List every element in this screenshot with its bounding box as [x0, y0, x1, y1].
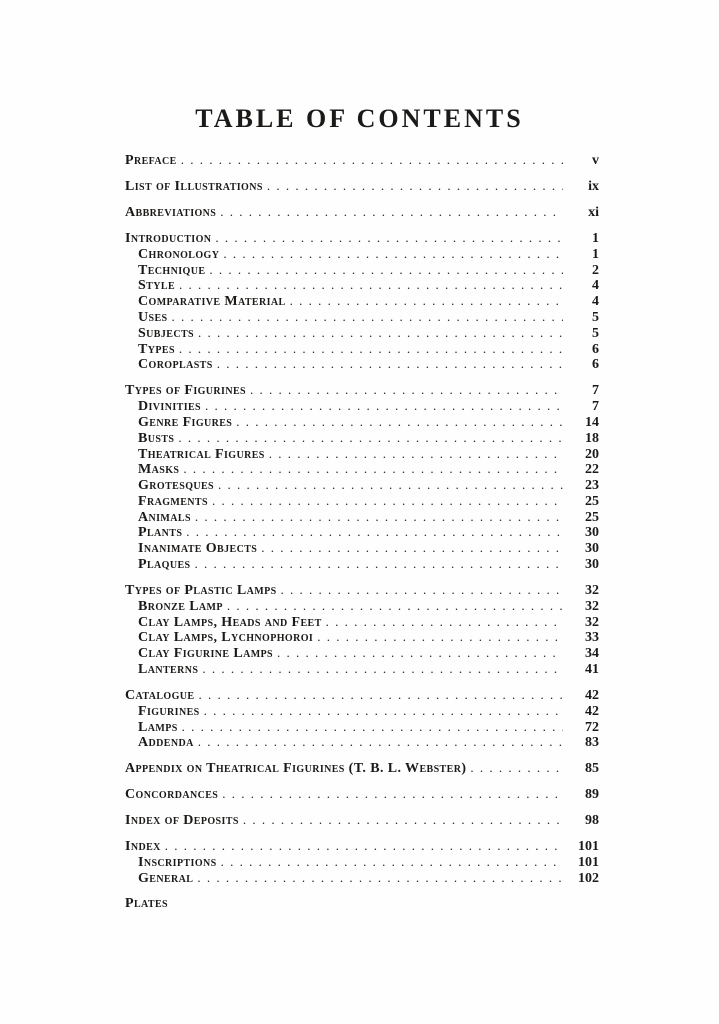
dot-leader — [269, 446, 563, 463]
toc-row — [125, 414, 599, 430]
toc-row — [125, 325, 599, 341]
toc-entry-page: 18 — [585, 430, 599, 446]
toc-entry-label: Abbreviations — [125, 204, 217, 220]
toc-entry-page: xi — [588, 204, 599, 220]
toc-entry-label: Index — [125, 839, 161, 855]
toc-entry-label: Figurines — [138, 703, 200, 719]
toc-entry-page: 25 — [585, 493, 599, 509]
toc-entry-label: General — [138, 870, 194, 886]
toc-entry-page: 102 — [578, 870, 599, 886]
toc-row — [125, 734, 599, 750]
dot-leader — [195, 509, 563, 526]
dot-leader — [218, 477, 563, 494]
toc-row — [125, 262, 599, 278]
toc-row — [125, 629, 599, 645]
toc-entry-page: 41 — [585, 662, 599, 678]
dot-leader — [317, 629, 563, 646]
toc-entry-label: Subjects — [138, 325, 195, 341]
toc-entry-page: 22 — [585, 462, 599, 478]
toc-row — [125, 645, 599, 661]
toc-row — [125, 356, 599, 372]
toc-row — [125, 556, 599, 572]
toc-entry-label: Animals — [138, 509, 191, 525]
dot-leader — [326, 614, 563, 631]
dot-leader — [209, 262, 563, 279]
dot-leader — [165, 838, 563, 855]
dot-leader — [186, 524, 563, 541]
toc-row — [125, 446, 599, 462]
toc-row — [125, 493, 599, 509]
toc-entry-page: 32 — [585, 598, 599, 614]
dot-leader — [222, 786, 563, 803]
toc-entry-page: 32 — [585, 614, 599, 630]
toc-entry-label: Addenda — [138, 735, 194, 751]
page-title: TABLE OF CONTENTS — [195, 104, 524, 133]
toc-entry-label: Introduction — [125, 230, 212, 246]
dot-leader — [198, 325, 563, 342]
toc-row — [125, 812, 599, 828]
toc-row — [125, 246, 599, 262]
toc-entry-label: Lamps — [138, 719, 178, 735]
toc-entry-label: Inanimate Objects — [138, 541, 258, 557]
toc-entry-page: 72 — [585, 719, 599, 735]
dot-leader — [181, 152, 563, 169]
toc-row — [125, 786, 599, 802]
toc-entry-page: 30 — [585, 541, 599, 557]
toc-entry-page: 20 — [585, 446, 599, 462]
toc-entry-page: 5 — [592, 309, 599, 325]
toc-row — [125, 178, 599, 194]
dot-leader — [223, 246, 563, 263]
toc-entry-label: Concordances — [125, 787, 219, 803]
dot-leader — [197, 870, 563, 887]
toc-entry-label: Clay Lamps, Lychnophoroi — [138, 630, 314, 646]
toc-entry-label: Plants — [138, 525, 183, 541]
dot-leader — [290, 293, 563, 310]
toc-entry-label: Clay Figurine Lamps — [138, 646, 274, 662]
dot-leader — [243, 812, 563, 829]
dot-leader — [172, 309, 563, 326]
dot-leader — [204, 703, 563, 720]
toc-entry-label: Index of Deposits — [125, 813, 239, 829]
toc-entry-label: Divinities — [138, 399, 202, 415]
toc-entry-label: Technique — [138, 262, 206, 278]
dot-leader — [236, 414, 563, 431]
dot-leader — [212, 493, 563, 510]
toc-entry-page: 6 — [592, 357, 599, 373]
toc-row — [125, 341, 599, 357]
toc-row — [125, 509, 599, 525]
toc-row — [125, 540, 599, 556]
toc-row — [125, 838, 599, 854]
toc-row — [125, 230, 599, 246]
toc-entry-label: Appendix on Theatrical Figurines (T. B. L. Webster) — [125, 761, 467, 777]
toc-entry-page: 4 — [592, 278, 599, 294]
toc-entry-page: 101 — [578, 855, 599, 871]
toc-entry-page: 25 — [585, 509, 599, 525]
toc-entry-label: List of Illustrations — [125, 178, 263, 194]
toc-entry-page: 30 — [585, 525, 599, 541]
toc-row — [125, 382, 599, 398]
toc-row — [125, 896, 599, 912]
toc-row — [125, 661, 599, 677]
dot-leader — [198, 687, 563, 704]
toc-entry-label: Comparative Material — [138, 294, 286, 310]
toc-entry-label: Masks — [138, 462, 180, 478]
dot-leader — [277, 645, 563, 662]
toc-entry-page: 42 — [585, 688, 599, 704]
toc-row — [125, 687, 599, 703]
toc-entry-page: 4 — [592, 294, 599, 310]
toc-entry-page: 33 — [585, 630, 599, 646]
dot-leader — [281, 582, 563, 599]
toc-entry-page: 5 — [592, 325, 599, 341]
toc-entry-page: 2 — [592, 262, 599, 278]
toc-row — [125, 309, 599, 325]
toc-entry-label: Chronology — [138, 246, 220, 262]
dot-leader — [194, 556, 563, 573]
toc-entry-label: Plaques — [138, 557, 191, 573]
dot-leader — [227, 598, 563, 615]
toc-entry-label: Types of Plastic Lamps — [125, 583, 277, 599]
toc-row — [125, 703, 599, 719]
toc-row — [125, 870, 599, 886]
dot-leader — [205, 398, 563, 415]
toc-entry-label: Catalogue — [125, 688, 195, 704]
dot-leader — [183, 461, 563, 478]
toc-entry-label: Types — [138, 341, 175, 357]
toc-row — [125, 204, 599, 220]
dot-leader — [178, 430, 563, 447]
toc-entry-label: Fragments — [138, 493, 208, 509]
toc-entry-page: 6 — [592, 341, 599, 357]
toc-entry-page: 32 — [585, 583, 599, 599]
dot-leader — [215, 230, 563, 247]
toc-entry-page: 89 — [585, 787, 599, 803]
toc-list — [125, 152, 599, 912]
toc-entry-page: 1 — [592, 230, 599, 246]
toc-entry-page: 101 — [578, 839, 599, 855]
toc-row — [125, 398, 599, 414]
toc-entry-label: Lanterns — [138, 662, 199, 678]
toc-row — [125, 152, 599, 168]
toc-entry-label: Coroplasts — [138, 357, 213, 373]
toc-entry-page: 30 — [585, 557, 599, 573]
toc-entry-page: 98 — [585, 813, 599, 829]
toc-row — [125, 598, 599, 614]
toc-entry-label: Busts — [138, 430, 175, 446]
toc-entry-page: 85 — [585, 761, 599, 777]
toc-entry-label: Plates — [125, 895, 169, 911]
toc-entry-label: Genre Figures — [138, 414, 233, 430]
dot-leader — [250, 382, 563, 399]
toc-entry-page: ix — [588, 178, 599, 194]
toc-row — [125, 524, 599, 540]
dot-leader — [202, 661, 563, 678]
toc-entry-page: v — [592, 153, 599, 168]
dot-leader — [221, 854, 563, 871]
dot-leader — [267, 178, 563, 195]
toc-entry-page: 1 — [592, 246, 599, 262]
toc-entry-label: Style — [138, 278, 176, 294]
toc-entry-label: Clay Lamps, Heads and Feet — [138, 614, 322, 630]
toc-entry-page: 23 — [585, 478, 599, 494]
dot-leader — [470, 760, 563, 777]
toc-entry-page: 83 — [585, 735, 599, 751]
toc-entry-page: 7 — [592, 383, 599, 399]
toc-entry-label: Theatrical Figures — [138, 446, 265, 462]
toc-entry-page: 14 — [585, 414, 599, 430]
toc-entry-label: Grotesques — [138, 478, 215, 494]
toc-row — [125, 854, 599, 870]
toc-entry-label: Uses — [138, 309, 168, 325]
toc-entry-page: 34 — [585, 646, 599, 662]
dot-leader — [220, 204, 563, 221]
dot-leader — [179, 277, 563, 294]
toc-row — [125, 430, 599, 446]
toc-row — [125, 614, 599, 630]
toc-row — [125, 461, 599, 477]
toc-row — [125, 277, 599, 293]
dot-leader — [261, 540, 563, 557]
toc-entry-page: 7 — [592, 399, 599, 415]
toc-entry-label: Bronze Lamp — [138, 598, 223, 614]
toc-entry-label: Types of Figurines — [125, 383, 246, 399]
dot-leader — [179, 341, 563, 358]
toc-entry-page: 42 — [585, 703, 599, 719]
dot-leader — [198, 734, 563, 751]
toc-row — [125, 477, 599, 493]
toc-row — [125, 293, 599, 309]
toc-entry-label: Preface — [125, 153, 177, 168]
dot-leader — [182, 719, 563, 736]
toc-row — [125, 760, 599, 776]
toc-entry-label: Inscriptions — [138, 855, 217, 871]
toc-row — [125, 719, 599, 735]
toc-row — [125, 582, 599, 598]
dot-leader — [217, 356, 563, 373]
